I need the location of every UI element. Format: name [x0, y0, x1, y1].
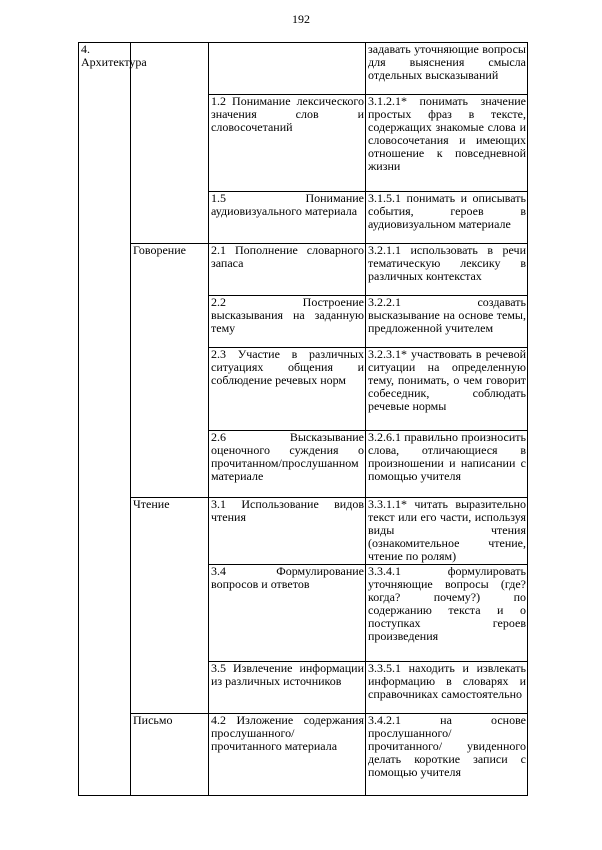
objective-cell: [366, 431, 528, 498]
subskill-label: 1.5 Понимание аудиовизуального материала: [211, 191, 364, 218]
subskill-label: 1.2 Понимание лексического значения слов и словосочетаний: [211, 94, 364, 134]
subskill-label: 2.2 Построение высказывания на заданную тему: [211, 295, 364, 335]
subskill-cell: [209, 244, 366, 296]
objective-label: 3.2.1.1 использовать в речи тематическую лексику в различных контекстах: [368, 243, 526, 283]
curriculum-table: [78, 42, 528, 796]
objective-cell: [366, 192, 528, 244]
table-row: [79, 714, 528, 796]
objective-cell: [366, 348, 528, 431]
objective-cell: [366, 498, 528, 565]
subskill-cell: [209, 498, 366, 565]
subskill-cell: [209, 565, 366, 662]
table-row: [79, 244, 528, 296]
objective-label: 3.2.2.1 создавать высказывание на основе темы, предложенной учителем: [368, 295, 526, 335]
subskill-cell: [209, 662, 366, 714]
subskill-cell: [209, 192, 366, 244]
table-row: [79, 498, 528, 565]
subskill-cell: [209, 95, 366, 192]
skill-cell: [131, 43, 209, 244]
skill-cell: [131, 498, 209, 714]
objective-label: задавать уточняющие вопросы для выяснения смысла отдельных высказываний: [368, 42, 526, 82]
subskill-label: 3.5 Извлечение информации из различных источников: [211, 661, 364, 688]
objective-cell: [366, 244, 528, 296]
area-cell: [79, 42, 147, 796]
objective-label: 3.2.6.1 правильно произносить слова, отличающиеся в произношении и написании с помощью учителя: [368, 430, 526, 483]
subskill-label: 2.6 Высказывание оценочного суждения о прочитанном/прослушанном материале: [211, 430, 364, 483]
skill-label: Чтение: [133, 497, 170, 511]
objective-cell: [366, 714, 528, 796]
area-label: 4. Архитектура: [81, 42, 147, 69]
objective-cell: [366, 43, 528, 95]
objective-cell: [366, 662, 528, 714]
objective-cell: [366, 565, 528, 662]
subskill-label: 3.1 Использование видов чтения: [211, 497, 364, 524]
subskill-cell: [209, 431, 366, 498]
objective-label: 3.2.3.1* участвовать в речевой ситуации на определенную тему, понимать, о чем говорит собеседник, соблюдать речевые нормы: [368, 347, 526, 413]
subskill-cell: [209, 714, 366, 796]
skill-label: Говорение: [133, 243, 186, 257]
skill-label: Письмо: [133, 713, 173, 727]
subskill-label: 3.4 Формулирование вопросов и ответов: [211, 564, 364, 591]
page-number: 192: [292, 12, 310, 26]
objective-label: 3.3.1.1* читать выразительно текст или его части, используя виды чтения (ознакомительное чтение, чтение по ролям): [368, 497, 526, 563]
objective-cell: [366, 296, 528, 348]
objective-label: 3.1.5.1 понимать и описывать события, героев в аудиовизуальном материале: [368, 191, 526, 231]
subskill-cell: [209, 43, 366, 95]
objective-label: 3.3.4.1 формулировать уточняющие вопросы (где? когда? почему?) по содержанию текста и о поступках героев произведения: [368, 564, 526, 643]
objective-label: 3.3.5.1 находить и извлекать информацию в словарях и справочниках самостоятельно: [368, 661, 526, 701]
skill-cell: [131, 244, 209, 498]
skill-cell: [131, 714, 209, 796]
subskill-label: 4.2 Изложение содержания прослушанного/прочитанного материала: [211, 713, 364, 753]
objective-label: 3.1.2.1* понимать значение простых фраз в тексте, содержащих знакомые слова и словосочетания и имеющих отношение к повседневной жизни: [368, 94, 526, 173]
subskill-label: 2.1 Пополнение словарного запаса: [211, 243, 364, 270]
table-row: [79, 43, 528, 95]
subskill-label: 2.3 Участие в различных ситуациях общения и соблюдение речевых норм: [211, 347, 364, 387]
subskill-cell: [209, 296, 366, 348]
objective-cell: [366, 95, 528, 192]
objective-label: 3.4.2.1 на основе прослушанного/ прочитанного/ увиденного делать короткие записи с помощью учителя: [368, 713, 526, 779]
subskill-cell: [209, 348, 366, 431]
